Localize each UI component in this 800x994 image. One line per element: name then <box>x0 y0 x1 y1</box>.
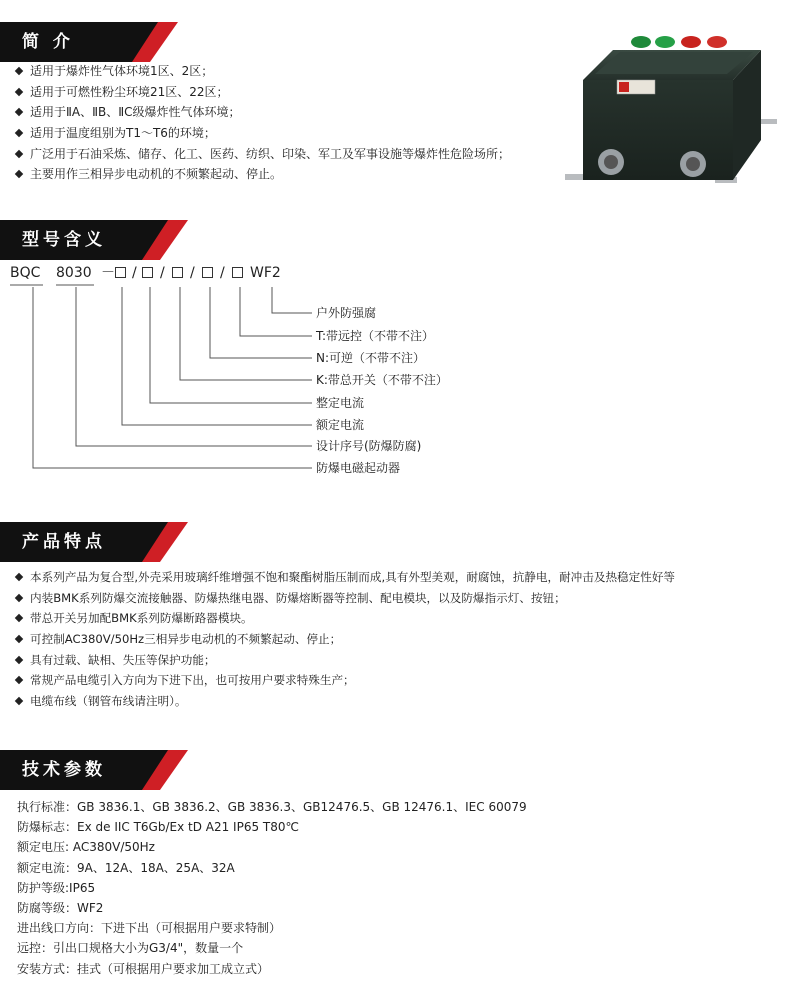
model-code-part: / <box>132 265 137 281</box>
model-label: 设计序号(防爆防腐) <box>316 439 422 453</box>
model-label: 额定电流 <box>316 418 365 432</box>
list-item: 可控制AC380V/50Hz三相异步电动机的不频繁起动、停止； <box>15 629 675 650</box>
model-code-box <box>202 267 213 278</box>
model-code-box <box>115 267 126 278</box>
model-code-part: / <box>220 265 225 281</box>
list-item: 常规产品电缆引入方向为下进下出，也可按用户要求特殊生产； <box>15 670 675 691</box>
section-title: 简 介 <box>22 32 74 52</box>
section-header-tech <box>0 750 200 790</box>
list-item: 本系列产品为复合型,外壳采用玻璃纤维增强不饱和聚酯树脂压制而成,具有外型美观，耐腐蚀，抗静电，耐冲击及热稳定性好等 <box>15 567 675 588</box>
tech-params <box>17 797 527 979</box>
product-photo <box>565 22 785 202</box>
tech-param-row: 执行标准：GB 3836.1、GB 3836.2、GB 3836.3、GB12476.5、GB 12476.1、IEC 60079 <box>17 800 527 814</box>
model-code-part: 8030 <box>56 265 92 281</box>
section-title: 产品特点 <box>22 532 106 552</box>
list-item: 内装BMK系列防爆交流接触器、防爆热继电器、防爆熔断器等控制、配电模块，以及防爆指示灯、按钮； <box>15 588 675 609</box>
model-code-part: / <box>160 265 165 281</box>
tech-param-row: 防护等级:IP65 <box>17 880 96 895</box>
model-label: 防爆电磁起动器 <box>316 461 401 475</box>
list-item: 适用于ⅡA、ⅡB、ⅡC级爆炸性气体环境； <box>15 102 510 123</box>
intro-list <box>15 61 510 185</box>
model-label: N:可逆（不带不注） <box>316 351 426 365</box>
list-item: 适用于爆炸性气体环境1区、2区； <box>15 61 510 82</box>
list-item: 适用于可燃性粉尘环境21区、22区； <box>15 82 510 103</box>
model-code-part: WF2 <box>250 265 281 281</box>
list-item: 具有过载、缺相、失压等保护功能； <box>15 650 675 671</box>
model-code-box <box>172 267 183 278</box>
model-code-box <box>142 267 153 278</box>
tech-param-row: 额定电流：9A、12A、18A、25A、32A <box>17 860 235 875</box>
section-title: 技术参数 <box>22 760 106 780</box>
features-list <box>15 567 675 712</box>
tech-param-row: 远控：引出口规格大小为G3/4"，数量一个 <box>17 941 244 956</box>
model-label: K:带总开关（不带不注） <box>316 373 448 387</box>
model-code-part: － <box>101 265 115 281</box>
section-header-features <box>0 522 200 562</box>
tech-param-row: 防腐等级：WF2 <box>17 900 104 915</box>
model-label: T:带远控（不带不注） <box>316 329 435 343</box>
list-item: 适用于温度组别为T1～T6的环境； <box>15 123 510 144</box>
section-header-model <box>0 220 200 260</box>
model-label: 整定电流 <box>316 396 365 410</box>
section-header-intro <box>0 22 200 62</box>
tech-param-row: 额定电压: AC380V/50Hz <box>17 840 155 855</box>
tech-param-row: 进出线口方向：下进下出（可根据用户要求特制） <box>17 921 282 936</box>
list-item: 电缆布线（钢管布线请注明）。 <box>15 691 675 712</box>
tech-param-row: 防爆标志：Ex de IIC T6Gb/Ex tD A21 IP65 T80℃ <box>17 820 299 835</box>
section-title: 型号含义 <box>22 230 106 250</box>
list-item: 广泛用于石油采炼、储存、化工、医药、纺织、印染、军工及军事设施等爆炸性危险场所； <box>15 144 510 165</box>
model-code-part: BQC <box>10 265 41 281</box>
tech-param-row: 安装方式：挂式（可根据用户要求加工成立式） <box>17 961 270 976</box>
model-label: 户外防强腐 <box>316 306 377 320</box>
list-item: 带总开关另加配BMK系列防爆断路器模块。 <box>15 608 675 629</box>
model-code-box <box>232 267 243 278</box>
model-code-part: / <box>190 265 195 281</box>
list-item: 主要用作三相异步电动机的不频繁起动、停止。 <box>15 164 510 185</box>
